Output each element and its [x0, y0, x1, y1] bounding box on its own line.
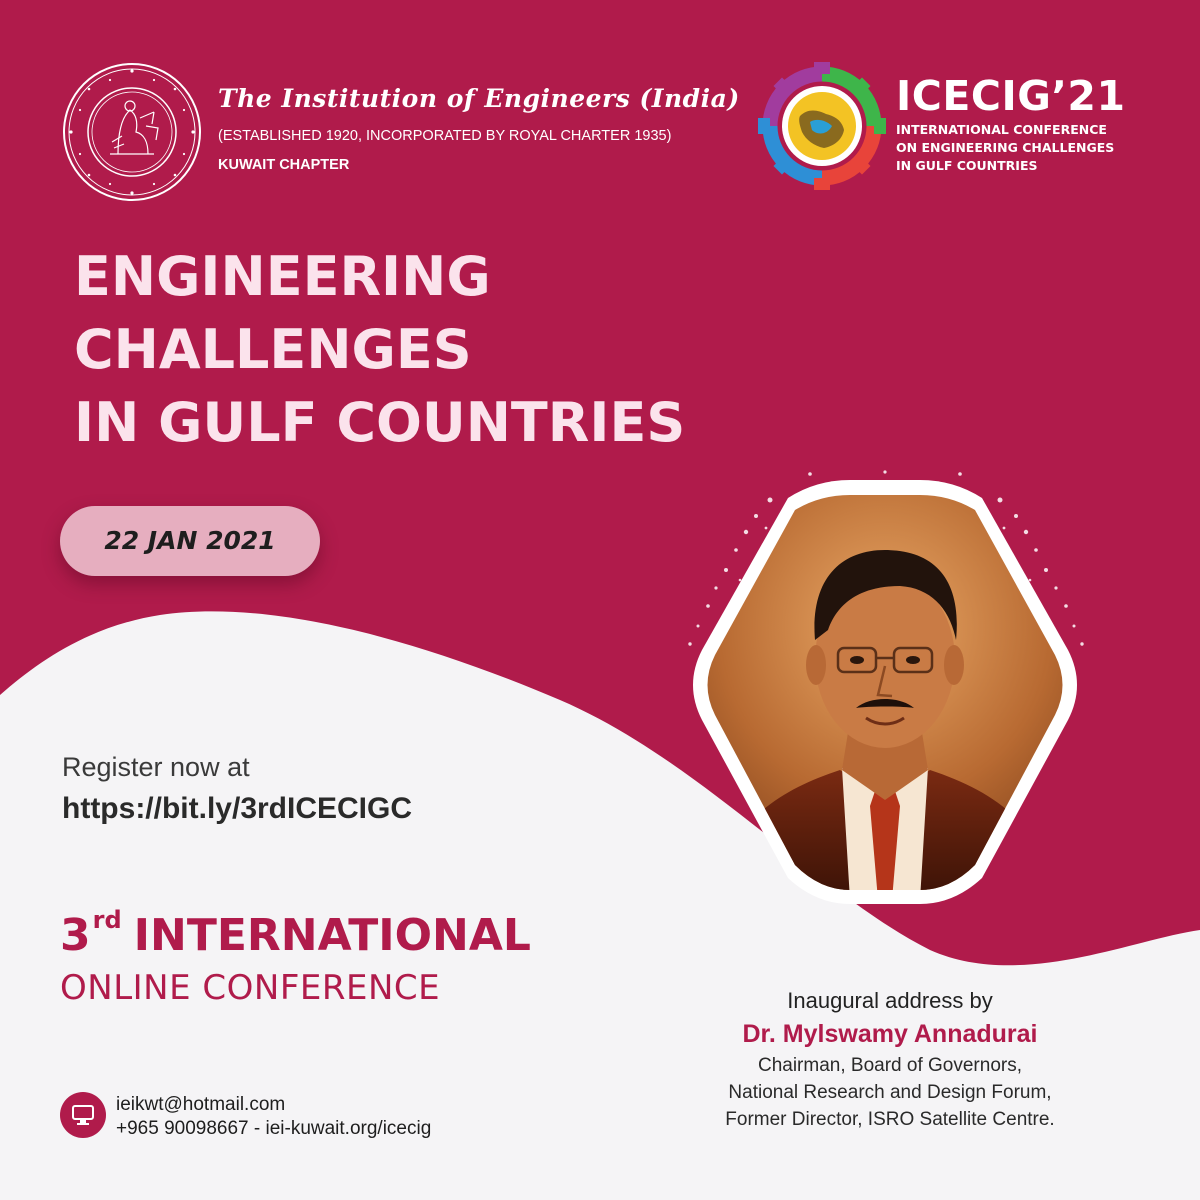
register-label: Register now at	[62, 752, 250, 782]
speaker-portrait-frame	[670, 470, 1100, 920]
speaker-intro: Inaugural address by	[787, 988, 993, 1013]
conference-full-title-line: IN GULF COUNTRIES	[896, 158, 1038, 173]
speaker-role-line: Former Director, ISRO Satellite Centre.	[725, 1109, 1055, 1130]
monitor-icon	[60, 1092, 106, 1138]
contact-email[interactable]: ieikwt@hotmail.com	[116, 1094, 286, 1115]
register-link[interactable]: https://bit.ly/3rdICECIGC	[62, 792, 413, 825]
speaker-info	[680, 986, 1100, 1133]
headline-line: IN GULF COUNTRIES	[74, 391, 686, 454]
conference-full-title-line: ON ENGINEERING CHALLENGES	[896, 140, 1115, 155]
conference-short-title: ICECIG’21	[896, 72, 1126, 120]
institution-seal-icon	[62, 62, 202, 202]
edition-suffix: rd	[92, 906, 122, 934]
main-headline	[74, 240, 685, 459]
contact-phone-web[interactable]: +965 90098667 - iei-kuwait.org/icecig	[116, 1118, 432, 1139]
edition-title: INTERNATIONAL	[133, 910, 531, 961]
conference-full-title-line: INTERNATIONAL CONFERENCE	[896, 122, 1107, 137]
speaker-role-line: National Research and Design Forum,	[728, 1082, 1052, 1103]
speaker-name: Dr. Mylswamy Annadurai	[742, 1020, 1038, 1048]
institution-chapter: KUWAIT CHAPTER	[218, 157, 350, 173]
event-date-badge: 22 JAN 2021	[60, 506, 320, 576]
headline-line: ENGINEERING	[74, 245, 491, 308]
institution-established-text: (ESTABLISHED 1920, INCORPORATED BY ROYAL CHARTER 1935)	[218, 128, 672, 144]
institution-name: The Institution of Engineers (India)	[218, 84, 740, 113]
headline-line: CHALLENGES	[74, 318, 472, 381]
conference-full-title	[896, 121, 1114, 175]
conference-edition-title	[60, 906, 531, 961]
conference-logo-icon	[756, 60, 888, 192]
edition-number: 3	[60, 910, 91, 961]
conference-format-subtitle: ONLINE CONFERENCE	[60, 968, 441, 1008]
speaker-role-line: Chairman, Board of Governors,	[757, 1055, 1022, 1076]
